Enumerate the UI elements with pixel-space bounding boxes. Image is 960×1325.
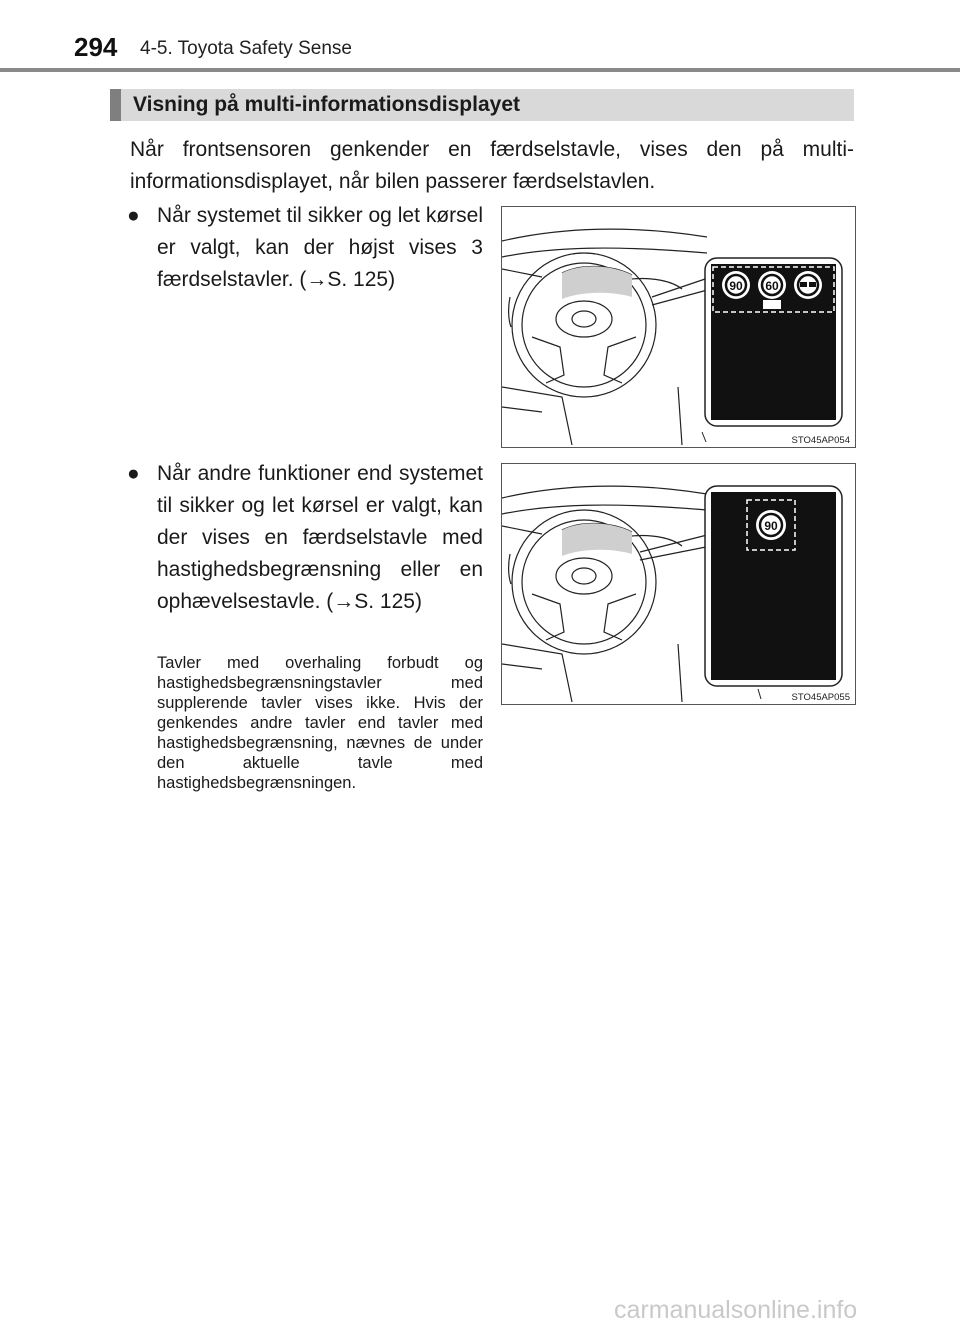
watermark: carmanualsonline.info — [614, 1296, 858, 1324]
figure-code-2: STO45AP055 — [791, 692, 850, 703]
figure-1 — [501, 206, 856, 448]
heading-accent — [110, 89, 121, 121]
bullet-text-2: Når andre funktioner end systemet til sikker og let kørsel er valgt, kan der vises en færdselstavle med hastighedsbegrænsning eller en ophævelsestavle. (→S. 125) — [157, 462, 483, 613]
figure-2 — [501, 463, 856, 705]
heading-text: Visning på multi-informationsdisplayet — [133, 93, 520, 116]
svg-text:90: 90 — [729, 279, 743, 293]
figure-code-1: STO45AP054 — [791, 435, 850, 446]
svg-text:60: 60 — [765, 279, 779, 293]
note-text: Tavler med overhaling forbudt og hastighedsbegrænsningstavler med supplerende tavler vises ikke. Hvis der genkendes andre tavler end tavler med hastighedsbegrænsning, nævnes de under den aktuelle tavle med hastighedsbegrænsningen. — [157, 654, 483, 792]
bullet-icon: ● — [127, 462, 140, 485]
intro-paragraph: Når frontsensoren genkender en færdselstavle, vises den på multi-informationsdisplayet, når bilen passerer færdselstavlen. — [130, 138, 854, 193]
section-title: 4-5. Toyota Safety Sense — [140, 38, 352, 59]
bullet-text-1: Når systemet til sikker og let kørsel er valgt, kan der højst vises 3 færdselstavler. (→S. 125) — [157, 204, 483, 291]
header-rule — [0, 68, 960, 72]
page-number: 294 — [74, 32, 118, 62]
bullet-icon: ● — [127, 204, 140, 227]
svg-text:90: 90 — [764, 519, 778, 533]
